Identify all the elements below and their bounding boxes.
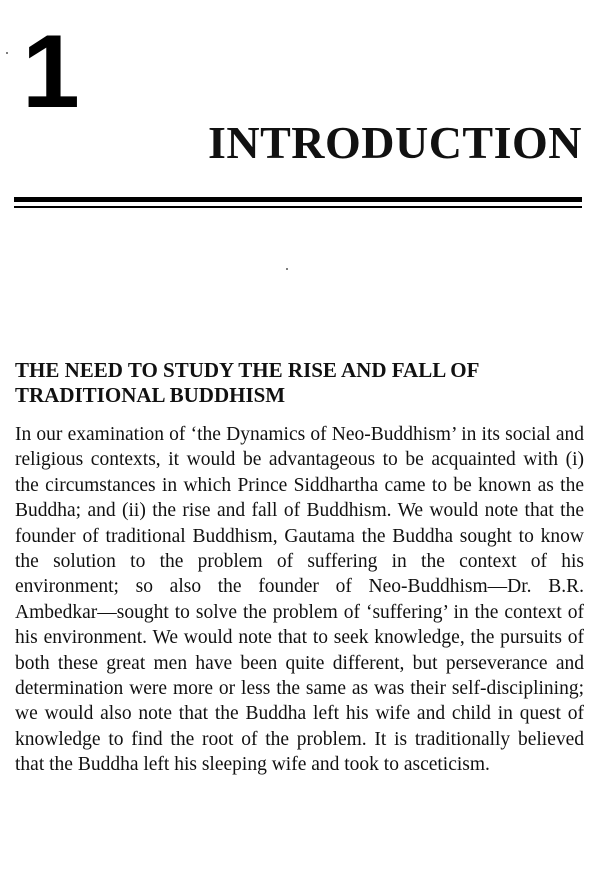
body-paragraph: In our examination of ‘the Dynamics of Neo-Buddhism’ in its social and religious contexts, it would be advantageous to be acquainted with (i) the circumstances in which Prince Siddhartha came to be known as the Buddha; and (ii) the rise and fall of Buddhism. We would note that the founder of traditional Buddhism, Gautama the Buddha sought to know the solution to the problem of suffering in the context of his environment; so also the founder of Neo-Buddhism—Dr. B.R. Ambedkar—sought to solve the problem of ‘suffering’ in the context of his environment. We would note that to seek knowledge, the pursuits of both these great men have been quite different, but perseverance and determination were more or less the same as was their self-disciplining; we would also note that the Buddha left his wife and child in quest of knowledge to find the root of the problem. It is traditionally believed that the Buddha left his sleeping wife and took to asceticism. bbox=[15, 424, 584, 776]
chapter-number: 1 bbox=[22, 14, 80, 130]
chapter-title: INTRODUCTION bbox=[207, 117, 582, 168]
title-rule-thin bbox=[14, 206, 582, 208]
title-rule-thick bbox=[14, 197, 582, 202]
scan-speck bbox=[286, 268, 288, 270]
scan-speck bbox=[6, 52, 8, 54]
section-heading: THE NEED TO STUDY THE RISE AND FALL OF TRADITIONAL BUDDHISM bbox=[15, 358, 479, 407]
